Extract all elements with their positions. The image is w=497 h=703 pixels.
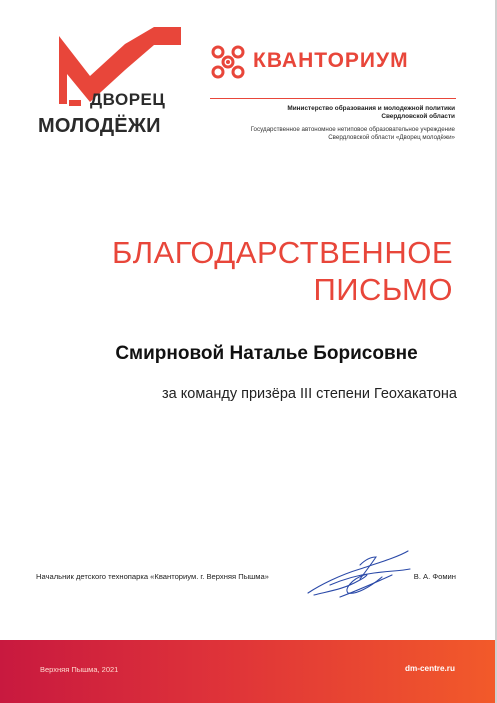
recipient-name: Смирновой Наталье Борисовне bbox=[115, 343, 418, 364]
header-divider bbox=[210, 98, 456, 99]
footer-website: dm-centre.ru bbox=[404, 664, 455, 673]
logo-word-dvorets: ДВОРЕЦ bbox=[90, 90, 166, 109]
handwritten-signature bbox=[300, 545, 415, 605]
kvantorium-molecule-icon bbox=[210, 44, 246, 80]
title-line-2: ПИСЬМО bbox=[313, 272, 453, 307]
title-line-1: БЛАГОДАРСТВЕННОЕ bbox=[111, 235, 453, 270]
ministry-text bbox=[195, 105, 455, 120]
signatory-position: Начальник детского технопарка «Кванториум. г. Верхняя Пышма» bbox=[36, 572, 269, 581]
logo-word-molodezhi: МОЛОДЁЖИ bbox=[38, 115, 161, 137]
ministry-line-1: Министерство образования и молодежной политики bbox=[287, 105, 455, 112]
organization-line-2: Свердловской области «Дворец молодёжи» bbox=[328, 133, 455, 141]
footer-place-year: Верхняя Пышма, 2021 bbox=[40, 665, 119, 674]
award-reason: за команду призёра III степени Геохакатона bbox=[162, 386, 457, 402]
kvantorium-wordmark: КВАНТОРИУМ bbox=[253, 49, 409, 72]
organization-line-1: Государственное автономное нетиповое образовательное учреждение bbox=[250, 126, 455, 133]
document-title bbox=[33, 234, 453, 308]
signatory-name: В. А. Фомин bbox=[413, 572, 456, 581]
organization-text bbox=[185, 126, 455, 141]
ministry-line-2: Свердловской области bbox=[381, 112, 455, 120]
